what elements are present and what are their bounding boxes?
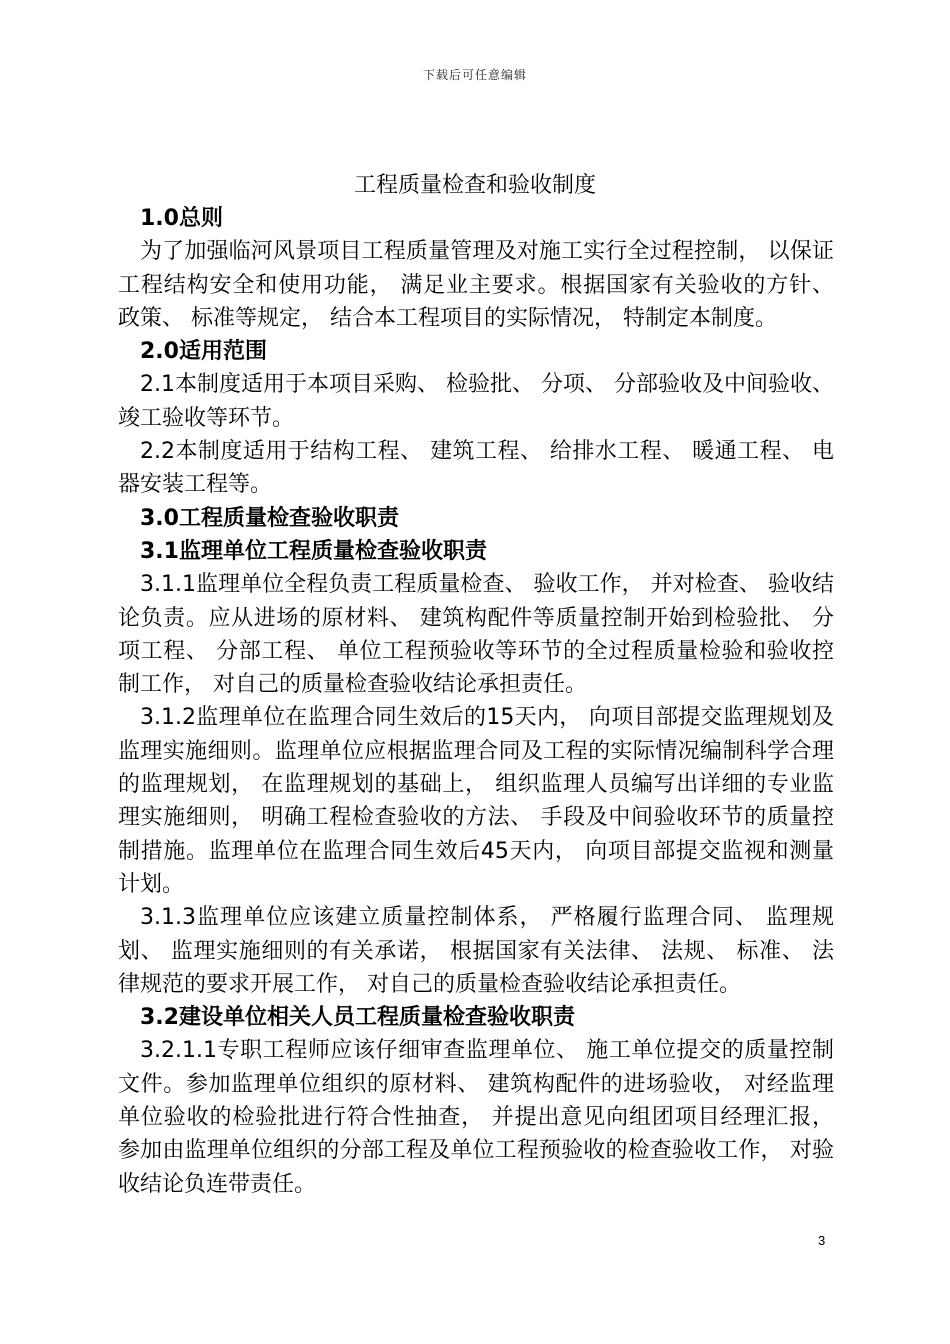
section-heading-responsibilities: 3.0工程质量检查验收职责 (140, 505, 399, 531)
paragraph-3-2-1-1: 3.2.1.1专职工程师应该仔细审查监理单位、 施工单位提交的质量控制文件。参加监理单位组织的原材料、 建筑构配件的进场验收， 对经监理单位验收的检验批进行符合性抽查， 并提出意见向组团项目经理汇报， 参加由监理单位组织的分部工程及单位工程预验收的检查验收工作， 对验收结论负连带责任。 (118, 1038, 834, 1197)
section-heading-general: 1.0总则 (140, 206, 223, 231)
paragraph-general: 为了加强临河风景项目工程质量管理及对施工实行全过程控制， 以保证工程结构安全和使用功能， 满足业主要求。根据国家有关验收的方针、 政策、 标准等规定， 结合本工程项目的实际情况， 特制定本制度。 (118, 239, 834, 331)
section-heading-scope: 2.0适用范围 (140, 339, 267, 365)
page-number: 3 (818, 1233, 826, 1248)
paragraph-3-1-3: 3.1.3监理单位应该建立质量控制体系， 严格履行监理合同、 监理规划、 监理实施细则的有关承诺， 根据国家有关法律、 法规、 标准、 法律规范的要求开展工作， 对自己的质量检查验收结论承担责任。 (118, 905, 834, 997)
paragraph-3-1-2: 3.1.2监理单位在监理合同生效后的15天内， 向项目部提交监理规划及监理实施细则。监理单位应根据监理合同及工程的实际情况编制科学合理的监理规划， 在监理规划的基础上， 组织监理人员编写出详细的专业监理实施细则， 明确工程检查验收的方法、 手段及中间验收环节的质量控制措施。监理单位在监理合同生效后45天内， 向项目部提交监视和测量计划。 (118, 705, 834, 897)
document-body (118, 202, 834, 1201)
section-heading-owner: 3.2建设单位相关人员工程质量检查验收职责 (140, 1005, 575, 1031)
header-note: 下载后可任意编辑 (422, 68, 527, 82)
paragraph-3-1-1: 3.1.1监理单位全程负责工程质量检查、 验收工作， 并对检查、 验收结论负责。应从进场的原材料、 建筑构配件等质量控制开始到检验批、 分项工程、 分部工程、 单位工程预验收等环节的全过程质量检验和验收控制工作， 对自己的质量检查验收结论承担责任。 (118, 572, 834, 698)
paragraph-scope-2-2: 2.2本制度适用于结构工程、 建筑工程、 给排水工程、 暖通工程、 电器安装工程等。 (118, 439, 834, 498)
paragraph-scope-2-1: 2.1本制度适用于本项目采购、 检验批、 分项、 分部验收及中间验收、 竣工验收等环节。 (118, 372, 834, 431)
document-title: 工程质量检查和验收制度 (353, 173, 596, 198)
section-heading-supervisor: 3.1监理单位工程质量检查验收职责 (140, 538, 487, 564)
